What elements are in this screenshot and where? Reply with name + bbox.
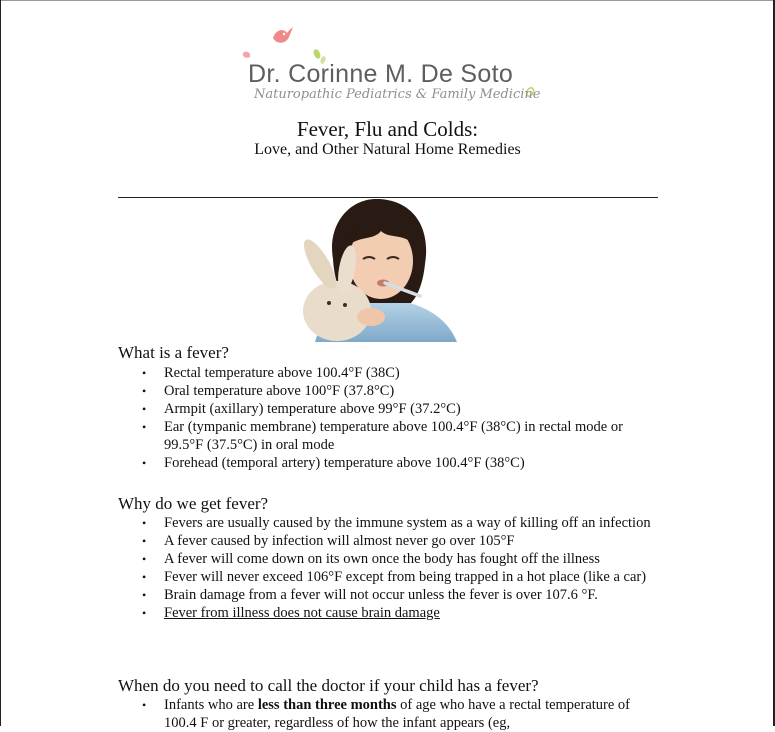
section-heading-call-doctor: When do you need to call the doctor if your child has a fever? xyxy=(118,676,539,695)
bullet-icon: • xyxy=(142,534,147,548)
bullet-icon: • xyxy=(142,606,147,620)
clinic-logo xyxy=(240,20,540,110)
page-subtitle: Love, and Other Natural Home Remedies xyxy=(254,141,521,158)
call-doctor-list xyxy=(118,696,663,732)
list-item: • A fever will come down on its own once the body has fought off the illness xyxy=(142,551,600,567)
bullet-icon: • xyxy=(142,384,147,398)
bullet-icon: • xyxy=(142,402,147,416)
list-item: • Forehead (temporal artery) temperature above 100.4°F (38°C) xyxy=(142,455,525,471)
clinic-tagline: Naturopathic Pediatrics & Family Medicine xyxy=(254,87,541,102)
clinic-name: Dr. Corinne M. De Soto xyxy=(248,60,514,88)
fever-causes-list xyxy=(118,514,663,622)
page-title: Fever, Flu and Colds: xyxy=(296,117,479,141)
list-item: • Oral temperature above 100°F (37.8°C) xyxy=(142,383,395,399)
section-heading-what-is-fever: What is a fever? xyxy=(118,343,229,362)
underlined-statement: Fever from illness does not cause brain damage xyxy=(164,605,440,621)
list-item: • Fever will never exceed 106°F except from being trapped in a hot place (like a car) xyxy=(142,569,647,585)
bullet-icon: • xyxy=(142,570,147,584)
sick-child-photo xyxy=(285,199,470,342)
list-item: • Ear (tympanic membrane) temperature above 100.4°F (38°C) in rectal mode or 99.5°F (37.5°C) in oral mode xyxy=(142,419,623,453)
page-left-border xyxy=(0,0,1,726)
list-item: • Armpit (axillary) temperature above 99°F (37.2°C) xyxy=(142,401,461,417)
bullet-icon: • xyxy=(142,588,147,602)
horizontal-divider xyxy=(118,197,658,198)
bullet-icon: • xyxy=(142,698,147,712)
list-item: • Fevers are usually caused by the immune system as a way of killing off an infection xyxy=(142,515,651,531)
bullet-icon: • xyxy=(142,456,147,470)
list-item: • Brain damage from a fever will not occur unless the fever is over 107.6 °F. xyxy=(142,587,598,603)
bullet-icon: • xyxy=(142,366,147,380)
list-item: • Infants who are less than three months of age who have a rectal temperature of 100.4 F or greater, regardless of how the infant appears (eg, xyxy=(142,697,631,731)
list-item: • A fever caused by infection will almost never go over 105°F xyxy=(142,533,515,549)
section-heading-why-fever: Why do we get fever? xyxy=(118,494,269,513)
bullet-icon: • xyxy=(142,552,147,566)
list-item: • Rectal temperature above 100.4°F (38C) xyxy=(142,365,400,381)
fever-definition-list xyxy=(118,364,663,472)
bullet-icon: • xyxy=(142,420,147,434)
page-top-border xyxy=(0,0,775,1)
list-item xyxy=(118,604,663,622)
bullet-icon: • xyxy=(142,516,147,530)
